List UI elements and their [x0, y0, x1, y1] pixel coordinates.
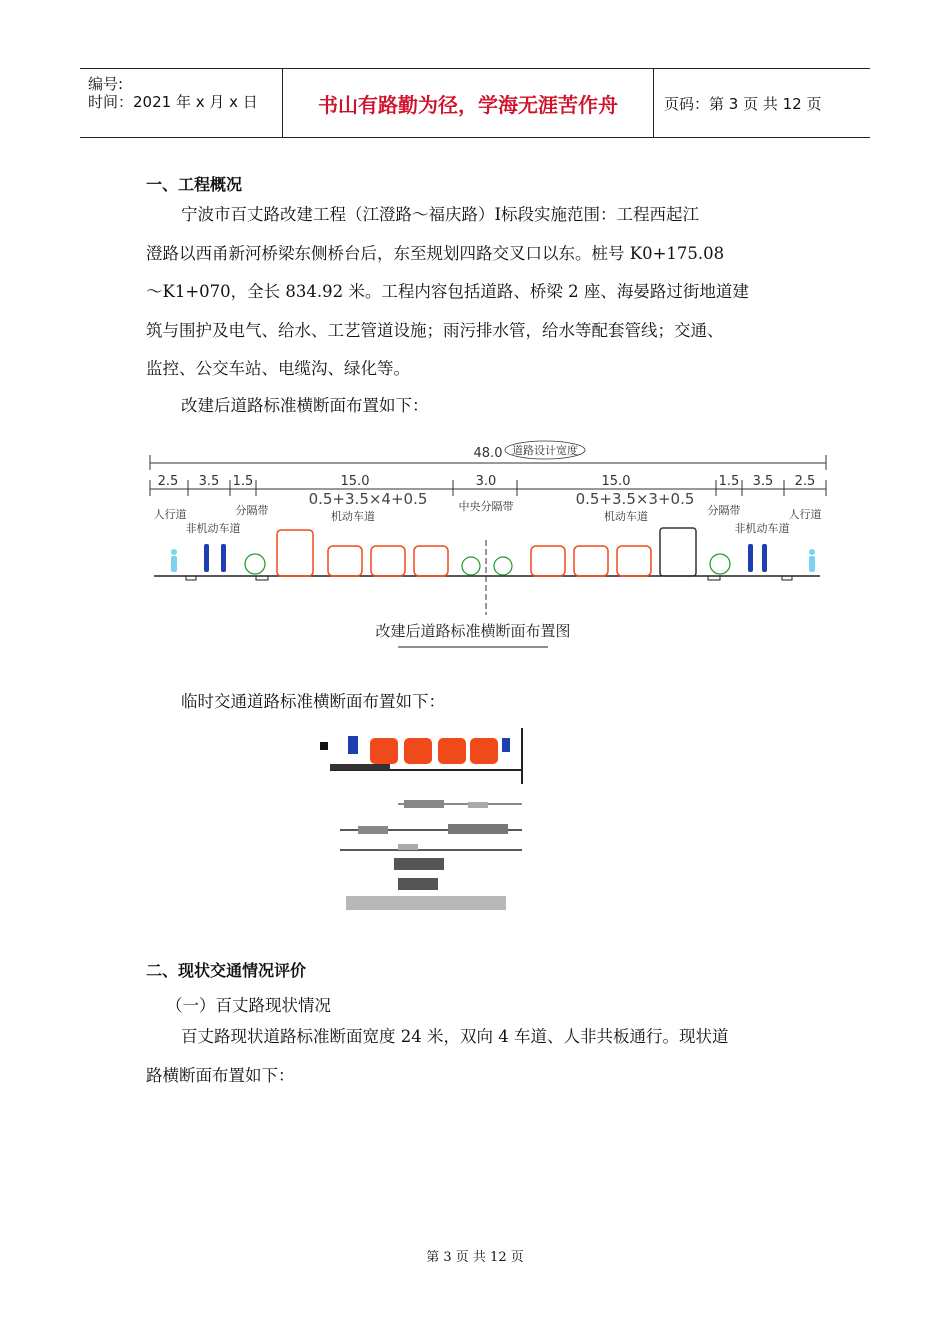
label-motor-lane-right: 机动车道: [604, 510, 648, 523]
section1-heading: 一、工程概况: [146, 175, 243, 194]
label-median: 中央分隔带: [458, 500, 514, 513]
dim-2.5-right: 2.5: [794, 474, 816, 489]
temp-road-intro: 临时交通道路标准横断面布置如下：: [181, 692, 445, 711]
section2-paragraph: [146, 1018, 810, 1095]
dim-3.5-left: 3.5: [198, 474, 220, 489]
para-line: ～K1+070，全长 834.92 米。工程内容包括道路、桥梁 2 座、海晏路过街地道建: [146, 282, 749, 301]
total-width-note: 道路设计宽度: [512, 444, 578, 457]
para-line: 监控、公交车站、电缆沟、绿化等。: [146, 359, 410, 378]
vehicle-icon: [277, 530, 651, 576]
lane-formula-left: 0.5+3.5×4+0.5: [308, 490, 428, 508]
dim-2.5-left: 2.5: [157, 474, 179, 489]
header-meta: [80, 69, 282, 137]
dim-3.5-right: 3.5: [752, 474, 774, 489]
para-line: 筑与围护及电气、给水、工艺管道设施；雨污排水管，给水等配套管线；交通、: [146, 320, 724, 340]
label-sidewalk-right: 人行道: [788, 508, 822, 521]
cross-section-intro: 改建后道路标准横断面布置如下：: [181, 396, 429, 415]
temp-road-section-figure: [318, 724, 528, 924]
figure1-caption: 改建后道路标准横断面布置图: [375, 622, 571, 640]
section2-heading: 二、现状交通情况评价: [146, 961, 307, 980]
header-motto: 书山有路勤为径，学海无涯苦作舟: [282, 69, 654, 137]
header-page-info: 页码：第 3 页 共 12 页: [664, 94, 822, 113]
page-footer: 第 3 页 共 12 页: [426, 1250, 524, 1265]
label-divider-right: 分隔带: [707, 504, 741, 517]
code-label: 编号:: [88, 75, 124, 93]
para-line: 澄路以西甬新河桥梁东侧桥台后，东至规划四路交叉口以东。桩号 K0+175.08: [146, 243, 725, 263]
label-bike-lane-left: 非机动车道: [185, 522, 241, 535]
time-label: 时间：2021 年 x 月 x 日: [88, 93, 258, 111]
dim-3-center: 3.0: [475, 474, 497, 489]
para-line: 路横断面布置如下：: [146, 1065, 295, 1085]
bus-icon: [660, 528, 696, 576]
label-divider-left: 分隔带: [235, 504, 269, 517]
para-line: 宁波市百丈路改建工程（江澄路～福庆路）Ⅰ标段实施范围：工程西起江: [181, 205, 700, 224]
total-width: 48.0: [473, 446, 503, 461]
page-header: [80, 68, 870, 138]
pedestrian-icon: [171, 549, 815, 572]
dim-1.5-right: 1.5: [718, 474, 740, 489]
dim-15-right: 15.0: [601, 474, 631, 489]
dim-15-left: 15.0: [340, 474, 370, 489]
section2-subheading: （一）百丈路现状情况: [166, 996, 331, 1015]
para-line: 百丈路现状道路标准断面宽度 24 米，双向 4 车道、人非共板通行。现状道: [181, 1027, 729, 1046]
section1-paragraph: [146, 196, 810, 389]
label-sidewalk-left: 人行道: [153, 508, 187, 521]
lane-formula-right: 0.5+3.5×3+0.5: [575, 490, 695, 508]
road-cross-section-figure: [148, 440, 830, 655]
tree-icon: [245, 554, 730, 575]
dim-1.5-left: 1.5: [232, 474, 254, 489]
label-bike-lane-right: 非机动车道: [734, 522, 790, 535]
label-motor-lane-left: 机动车道: [331, 510, 375, 523]
